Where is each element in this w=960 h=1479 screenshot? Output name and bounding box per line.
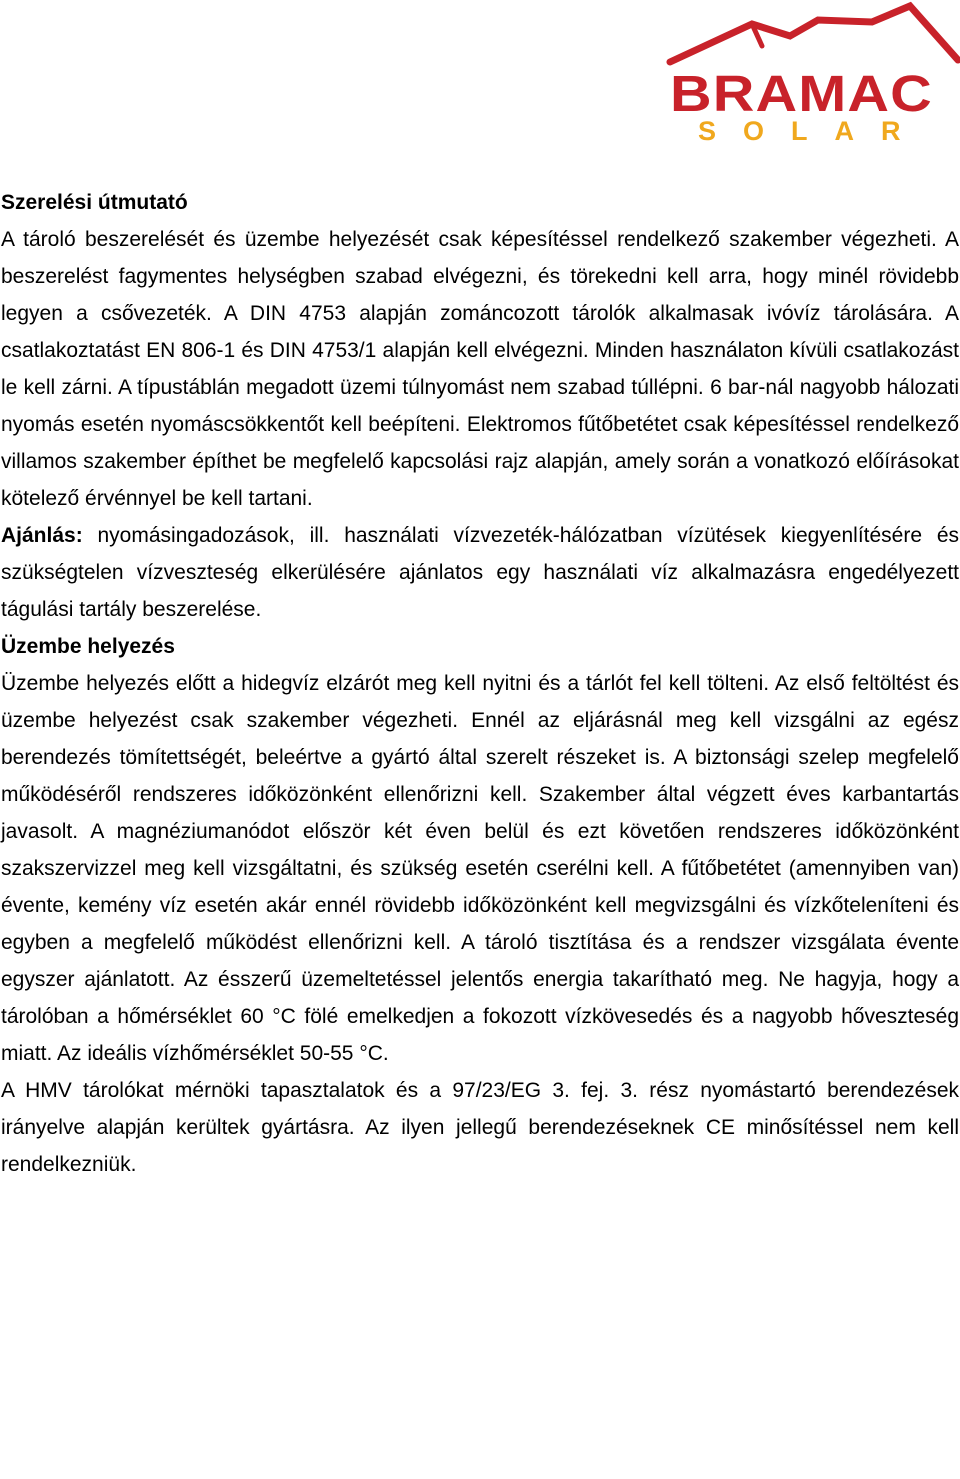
paragraph-installation: A tároló beszerelését és üzembe helyezését csak képesítéssel rendelkező szakember végezheti. A beszerelést fagymentes helységben szabad elvégezni, és törekedni kell arra, hogy minél rövidebb legyen a csővezeték. A DIN 4753 alapján zománcozott tárolók alkalmasak ivóvíz tárolására. A csatlakoztatást EN 806-1 és DIN 4753/1 alapján kell elvégezni. Minden használaton kívüli csatlakozást le kell zárni. A típustáblán megadott üzemi túlnyomást nem szabad túllépni. 6 bar-nál nagyobb hálozati nyomás esetén nyomáscsökkentőt kell beépíteni. Elektromos fűtőbetétet csak képesítéssel rendelkező villamos szakember építhet be megfelelő kapcsolási rajz alapján, amely során a vonatkozó előírásokat kötelező érvénnyel be kell tartani. [1, 228, 959, 510]
paragraph-commissioning: Üzembe helyezés előtt a hidegvíz elzárót meg kell nyitni és a tárlót fel kell tölteni. Az első feltöltést és üzembe helyezést csak szakember végezheti. Ennél az eljárásnál meg kell vizsgálni az egész berendezés tömítettségét, beleértve a gyártó által szerelt részeket is. A biztonsági szelep megfelelő működéséről rendszeres időközönként ellenőrizni kell. Szakember által végzett éves karbantartás javasolt. A magnéziumanódot először két éven belül és ezt követően rendszeres időközönként szakszervizzel meg kell vizsgáltatni, és szükség esetén cserélni kell. A fűtőbetétet (amennyiben van) évente, kemény víz esetén akár ennél rövidebb időközönként kell megvizsgálni és vízkőteleníteni és egyben a megfelelő működést ellenőrizni kell. A tároló tisztítása és a rendszer vizsgálata évente egyszer ajánlatott. Az ésszerű üzemeltetéssel jelentős energia takarítható meg. Ne hagyja, hogy a tárolóban a hőmérséklet 60 °C fölé emelkedjen a fokozott vízkövesedés és a nagyobb hőveszteség miatt. Az ideális vízhőmérséklet 50-55 °C. [1, 672, 959, 1065]
heading-installation: Szerelési útmutató [1, 191, 188, 214]
paragraph-regulation: A HMV tárolókat mérnöki tapasztalatok és a 97/23/EG 3. fej. 3. rész nyomástartó berendezések irányelve alapján kerültek gyártásra. Az ilyen jellegű berendezéseknek CE minősítéssel nem kell rendelkezniük. [1, 1079, 959, 1176]
heading-commissioning: Üzembe helyezés [1, 635, 175, 658]
recommendation-text: nyomásingadozások, ill. használati vízvezeték-hálózatban vízütések kiegyenlítésére és szükségtelen vízveszteség elkerülésére ajánlatos egy használati víz alkalmazásra engedélyezett tágulási tartály beszerelése. [1, 524, 959, 621]
logo-subtitle: SOLAR [698, 116, 928, 146]
bramac-solar-logo [664, 0, 960, 150]
recommendation-label: Ajánlás: [1, 524, 83, 547]
logo-wordmark: BRAMAC [670, 65, 933, 122]
paragraph-recommendation [1, 517, 959, 628]
document-body [1, 184, 959, 1183]
